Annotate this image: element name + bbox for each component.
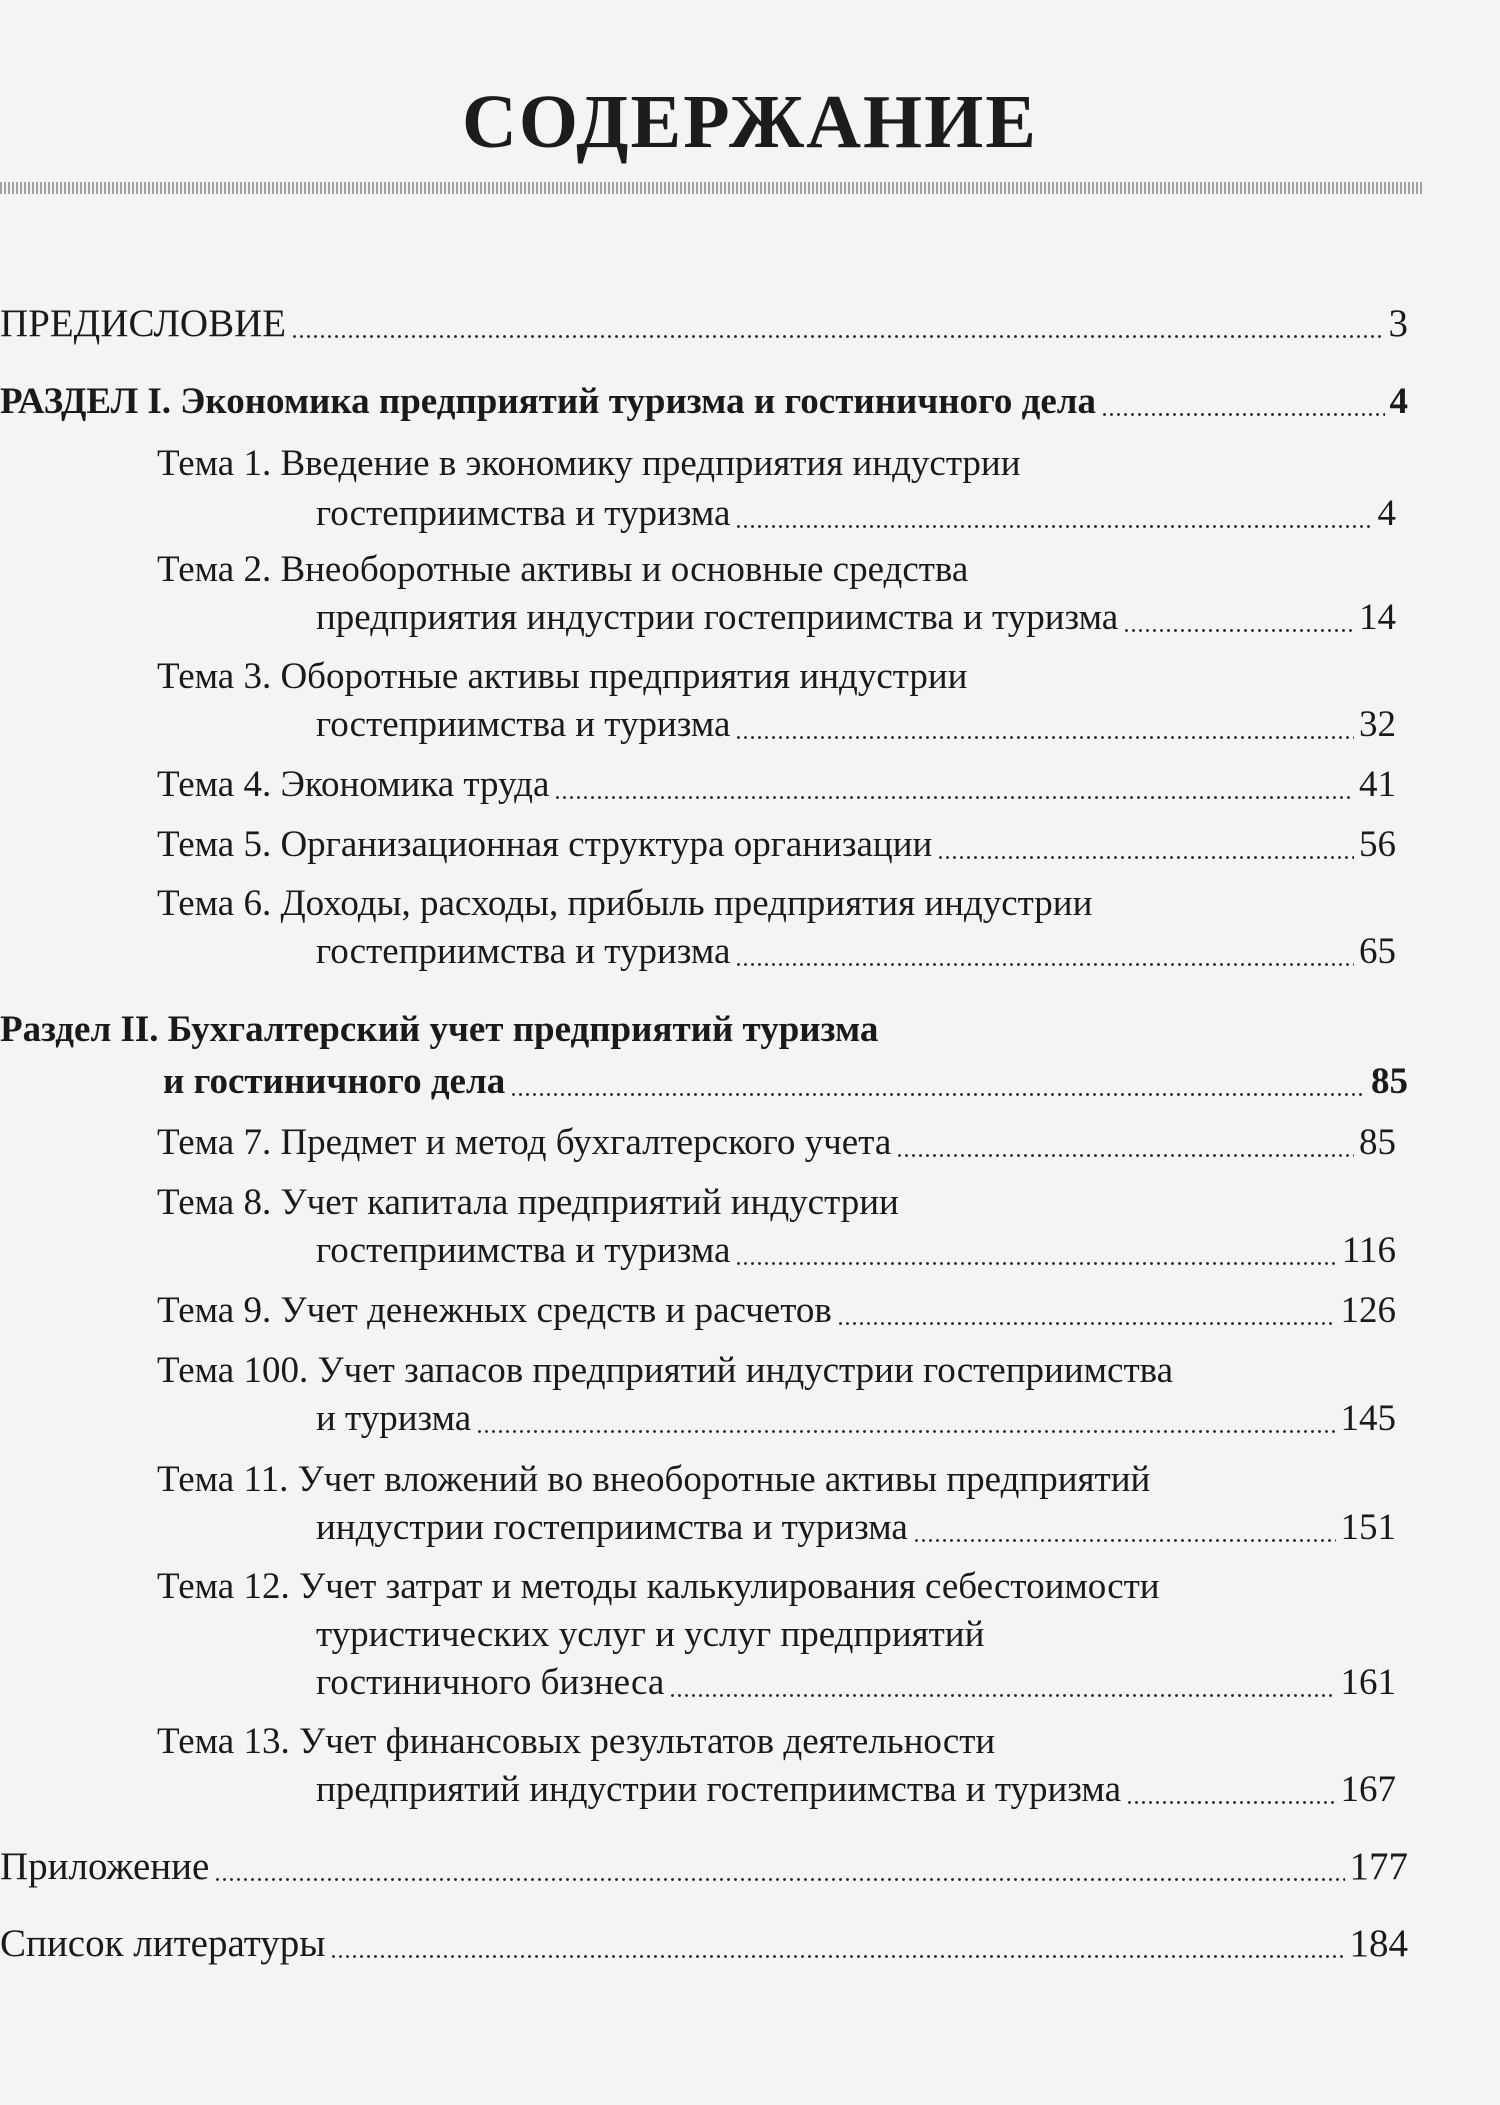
toc-entry-title: Тема 7. Предмет и метод бухгалтерского учета [157, 1122, 892, 1163]
toc-entry-title: гостеприимства и туризма [316, 493, 731, 534]
toc-entry-topic-8-line-1[interactable] [157, 1176, 1408, 1230]
dot-leader [554, 796, 1354, 799]
toc-entry-title: предприятия индустрии гостеприимства и туризма [316, 597, 1119, 638]
toc-entry-topic-8-line-2[interactable] [316, 1224, 1396, 1278]
toc-entry-topic-2-line-1[interactable] [157, 543, 1408, 597]
toc-entry-title: Приложение [0, 1845, 210, 1888]
toc-entry-page: 151 [1340, 1507, 1396, 1548]
toc-entry-page: 3 [1388, 302, 1408, 345]
toc-entry-topic-10-line-2[interactable] [316, 1392, 1396, 1446]
toc-entry-page: 177 [1349, 1845, 1408, 1888]
toc-entry-page: 4 [1389, 381, 1408, 422]
toc-entry-title: и туризма [316, 1398, 472, 1439]
dot-leader [330, 1955, 1344, 1958]
dot-leader [735, 736, 1354, 739]
toc-entry-page: 14 [1359, 597, 1396, 638]
dot-leader [291, 335, 1383, 338]
toc-entry-topic-6-line-2[interactable] [316, 925, 1396, 979]
toc-entry-page: 85 [1371, 1061, 1408, 1102]
toc-entry-page: 167 [1340, 1769, 1396, 1810]
dot-leader [476, 1430, 1335, 1433]
toc-entry-title: и гостиничного дела [163, 1061, 506, 1102]
toc-entry-title: Список литературы [0, 1922, 326, 1965]
toc-entry-title: туристических услуг и услуг предприятий [316, 1614, 985, 1655]
dot-leader [837, 1322, 1336, 1325]
toc-entry-title: индустрии гостеприимства и туризма [316, 1507, 908, 1548]
toc-entry-preface[interactable] [0, 297, 1408, 351]
toc-entry-topic-12-line-1[interactable] [157, 1560, 1408, 1614]
toc-entry-page: 56 [1359, 824, 1396, 865]
toc-entry-page: 184 [1349, 1922, 1408, 1965]
toc-entry-title: РАЗДЕЛ I. Экономика предприятий туризма и гостиничного дела [0, 381, 1097, 422]
toc-entry-topic-5[interactable] [157, 818, 1396, 872]
toc-entry-page: 161 [1340, 1662, 1396, 1703]
toc-entry-title: Тема 2. Внеоборотные активы и основные средства [157, 549, 969, 590]
toc-entry-title: Тема 12. Учет затрат и методы калькулирования себестоимости [157, 1566, 1160, 1607]
toc-entry-topic-1-line-2[interactable] [316, 487, 1396, 541]
toc-entry-section-2-line-1[interactable] [0, 1003, 1408, 1057]
dot-leader [735, 525, 1372, 528]
dot-leader [1123, 629, 1354, 632]
toc-entry-topic-10-line-1[interactable] [157, 1344, 1408, 1398]
dot-leader [896, 1154, 1354, 1157]
dot-leader [1126, 1801, 1336, 1804]
toc-entry-title: Тема 9. Учет денежных средств и расчетов [157, 1290, 832, 1331]
toc-entry-title: гостеприимства и туризма [316, 931, 731, 972]
toc-entry-topic-11-line-1[interactable] [157, 1453, 1408, 1507]
toc-entry-title: Тема 5. Организационная структура организации [157, 824, 933, 865]
toc-entry-title: гостиничного бизнеса [316, 1662, 665, 1703]
toc-entry-page: 65 [1359, 931, 1396, 972]
toc-entry-section-2-line-2[interactable] [163, 1055, 1408, 1109]
toc-entry-title: ПРЕДИСЛОВИЕ [0, 302, 287, 345]
toc-entry-title: предприятий индустрии гостеприимства и туризма [316, 1769, 1121, 1810]
toc-entry-title: гостеприимства и туризма [316, 704, 731, 745]
dot-leader [669, 1694, 1335, 1697]
dot-leader [1101, 413, 1384, 416]
toc-entry-topic-4[interactable] [157, 758, 1396, 812]
toc-entry-title: Тема 1. Введение в экономику предприятия индустрии [157, 443, 1021, 484]
toc-entry-page: 126 [1340, 1290, 1396, 1331]
toc-entry-title: Тема 11. Учет вложений во внеоборотные активы предприятий [157, 1459, 1151, 1500]
toc-entry-topic-7[interactable] [157, 1116, 1396, 1170]
toc-entry-topic-12-line-3[interactable] [316, 1656, 1396, 1710]
toc-entry-title: Тема 3. Оборотные активы предприятия индустрии [157, 656, 968, 697]
toc-entry-topic-6-line-1[interactable] [157, 877, 1408, 931]
toc-entry-page: 41 [1359, 764, 1396, 805]
toc-entry-topic-13-line-1[interactable] [157, 1715, 1408, 1769]
toc-entry-topic-12-line-2[interactable] [316, 1608, 1396, 1662]
toc-entry-literature[interactable] [0, 1917, 1408, 1971]
toc-entry-topic-2-line-2[interactable] [316, 591, 1396, 645]
toc-entry-title: Тема 8. Учет капитала предприятий индустрии [157, 1182, 899, 1223]
toc-entry-title: Тема 13. Учет финансовых результатов деятельности [157, 1721, 996, 1762]
dot-leader [735, 963, 1354, 966]
dot-leader [913, 1539, 1336, 1542]
toc-entry-title: гостеприимства и туризма [316, 1230, 731, 1271]
toc-entry-topic-11-line-2[interactable] [316, 1501, 1396, 1555]
toc-entry-section-1[interactable] [0, 375, 1408, 429]
header-divider [0, 182, 1422, 194]
toc-entry-page: 116 [1341, 1230, 1396, 1271]
toc-entry-title: Тема 100. Учет запасов предприятий индустрии гостеприимства [157, 1350, 1174, 1391]
toc-entry-title: Тема 6. Доходы, расходы, прибыль предприятия индустрии [157, 883, 1093, 924]
page-title: СОДЕРЖАНИЕ [462, 80, 1038, 164]
toc-entry-page: 85 [1359, 1122, 1396, 1163]
toc-entry-title: Тема 4. Экономика труда [157, 764, 550, 805]
toc-entry-topic-1-line-1[interactable] [157, 437, 1408, 491]
toc-entry-topic-3-line-2[interactable] [316, 698, 1396, 752]
dot-leader [735, 1262, 1336, 1265]
toc-entry-page: 145 [1340, 1398, 1396, 1439]
dot-leader [214, 1878, 1344, 1881]
toc-entry-page: 32 [1359, 704, 1396, 745]
toc-entry-appendix[interactable] [0, 1840, 1408, 1894]
toc-entry-title: Раздел II. Бухгалтерский учет предприятий туризма [0, 1009, 879, 1050]
dot-leader [937, 856, 1354, 859]
dot-leader [510, 1093, 1366, 1096]
toc-entry-page: 4 [1377, 493, 1396, 534]
toc-entry-topic-9[interactable] [157, 1284, 1396, 1338]
toc-entry-topic-13-line-2[interactable] [316, 1763, 1396, 1817]
toc-entry-topic-3-line-1[interactable] [157, 650, 1408, 704]
